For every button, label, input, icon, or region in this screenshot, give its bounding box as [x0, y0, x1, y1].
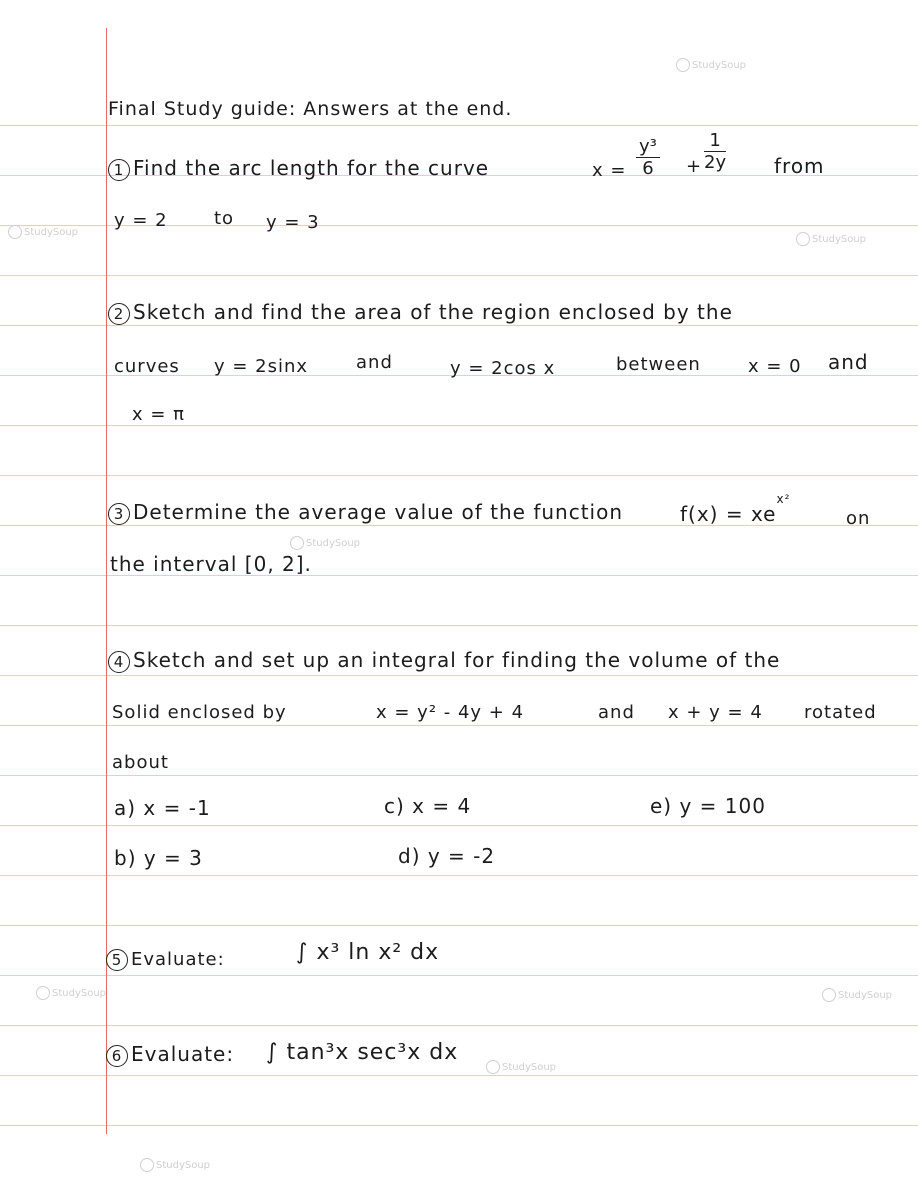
question-number: 1 — [108, 159, 130, 181]
integral-expression: ∫ tan³x sec³x dx — [266, 1040, 459, 1065]
question-label: Evaluate: — [131, 949, 225, 970]
function-base: f(x) = xe — [680, 502, 777, 526]
rule-line — [0, 875, 918, 876]
range-end: y = 3 — [266, 212, 320, 233]
fraction-denominator: 6 — [642, 158, 654, 179]
watermark-logo-icon — [36, 986, 50, 1000]
question-number: 3 — [108, 503, 130, 525]
rule-line — [0, 325, 918, 326]
plus-sign: + — [686, 156, 703, 177]
page-title: Final Study guide: Answers at the end. — [108, 98, 513, 120]
question-number: 2 — [108, 303, 130, 325]
curves-label: curves — [114, 356, 180, 377]
rule-line — [0, 925, 918, 926]
question-text: Sketch and find the area of the region enclosed by the — [133, 300, 733, 324]
and-word: and — [828, 350, 869, 374]
watermark-logo-icon — [796, 232, 810, 246]
from-word: from — [774, 154, 825, 178]
rule-line — [0, 125, 918, 126]
watermark: StudySoup — [796, 232, 866, 246]
and-word: and — [598, 702, 635, 723]
watermark-logo-icon — [8, 225, 22, 239]
watermark-logo-icon — [290, 536, 304, 550]
watermark-logo-icon — [486, 1060, 500, 1074]
watermark: StudySoup — [290, 536, 360, 550]
on-word: on — [846, 508, 871, 529]
option-c: c) x = 4 — [384, 794, 472, 818]
question-text: the interval [0, 2]. — [110, 552, 312, 576]
curve-1: y = 2sinx — [214, 356, 309, 377]
rule-line — [0, 825, 918, 826]
question-text: Sketch and set up an integral for finding the volume of the — [133, 648, 781, 672]
rule-line — [0, 775, 918, 776]
question-number: 5 — [106, 949, 128, 971]
question-4 — [108, 648, 780, 673]
watermark-logo-icon — [822, 988, 836, 1002]
rule-line — [0, 625, 918, 626]
fraction-denominator: 2y — [704, 152, 727, 173]
equation-2: x + y = 4 — [668, 702, 763, 723]
question-2 — [108, 300, 733, 325]
question-6 — [106, 1042, 234, 1067]
question-number: 6 — [106, 1045, 128, 1067]
equation-lhs: x = — [592, 160, 627, 181]
rule-line — [0, 1125, 918, 1126]
rule-line — [0, 275, 918, 276]
question-number: 4 — [108, 651, 130, 673]
watermark: StudySoup — [36, 986, 106, 1000]
rule-line — [0, 475, 918, 476]
rotated-word: rotated — [804, 702, 877, 723]
option-a: a) x = -1 — [114, 796, 211, 820]
question-3 — [108, 500, 623, 525]
curve-2: y = 2cos x — [450, 358, 556, 379]
watermark: StudySoup — [8, 225, 78, 239]
watermark: StudySoup — [676, 58, 746, 72]
about-word: about — [112, 752, 169, 773]
function-exponent: x² — [776, 492, 791, 507]
question-text: Find the arc length for the curve — [133, 156, 490, 180]
between-word: between — [616, 354, 701, 375]
fraction — [704, 130, 726, 173]
rule-line — [0, 1075, 918, 1076]
fraction — [636, 136, 660, 179]
function-expression — [680, 492, 791, 526]
bound-end: x = π — [132, 404, 186, 425]
question-1 — [108, 156, 489, 181]
watermark: StudySoup — [140, 1158, 210, 1172]
and-word: and — [356, 352, 393, 373]
question-5 — [106, 946, 225, 971]
rule-line — [0, 425, 918, 426]
watermark: StudySoup — [822, 988, 892, 1002]
range-start: y = 2 — [114, 210, 168, 231]
rule-line — [0, 725, 918, 726]
bound-start: x = 0 — [748, 356, 802, 377]
option-d: d) y = -2 — [398, 844, 496, 868]
fraction-numerator: 1 — [704, 130, 726, 152]
option-e: e) y = 100 — [650, 794, 766, 818]
solid-label: Solid enclosed by — [112, 702, 287, 723]
equation-1: x = y² - 4y + 4 — [376, 702, 525, 723]
rule-line — [0, 975, 918, 976]
rule-line — [0, 1025, 918, 1026]
question-text: Determine the average value of the function — [133, 500, 624, 524]
option-b: b) y = 3 — [114, 846, 203, 870]
integral-expression: ∫ x³ ln x² dx — [296, 940, 440, 965]
to-word: to — [214, 208, 235, 229]
watermark-logo-icon — [676, 58, 690, 72]
rule-line — [0, 675, 918, 676]
fraction-numerator: y³ — [636, 136, 660, 158]
watermark-logo-icon — [140, 1158, 154, 1172]
question-label: Evaluate: — [131, 1042, 235, 1066]
watermark: StudySoup — [486, 1060, 556, 1074]
